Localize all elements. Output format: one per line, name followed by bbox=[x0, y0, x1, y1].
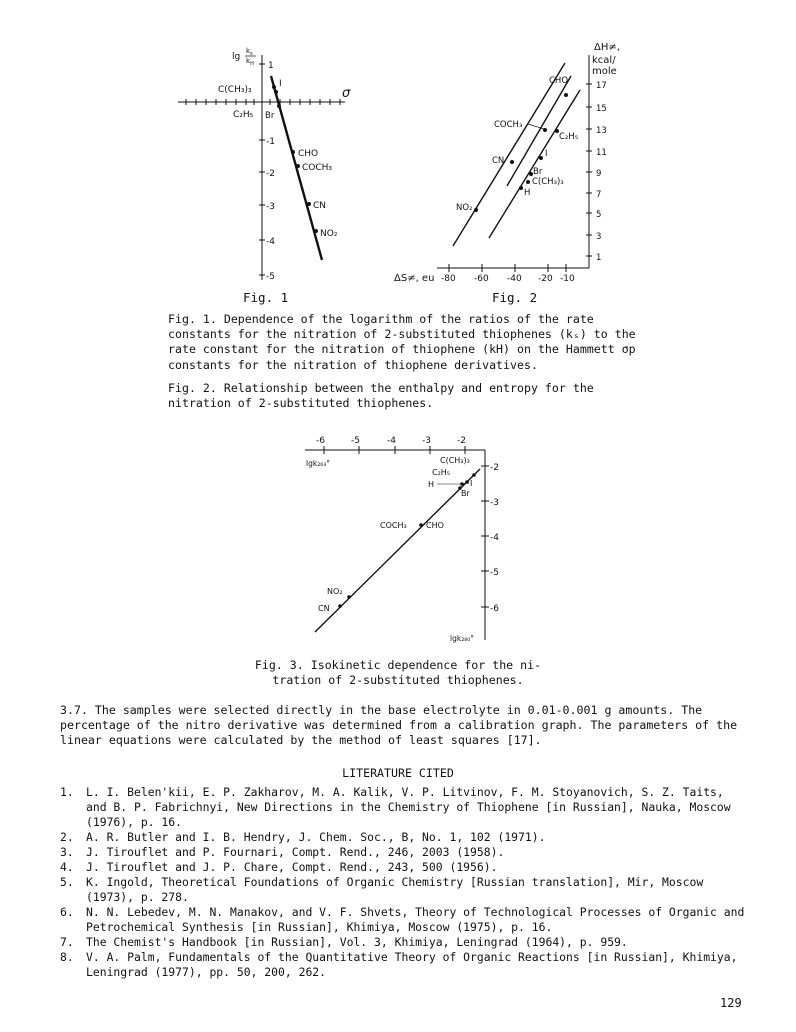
fig2-point-cn bbox=[510, 160, 514, 164]
fig3-caption-line2: tration of 2-substituted thiophenes. bbox=[272, 673, 524, 687]
reference-item: 6. N. N. Lebedev, M. N. Manakov, and V. F. Shvets, Theory of Technological Processes of Organic and Petrochemical Synthesis [in Russian], Khimiya, Moscow (1975), p. 16. bbox=[60, 905, 745, 934]
fig2-label-cn: CN bbox=[492, 156, 505, 166]
reference-item: 2. A. R. Butler and I. B. Hendry, J. Chem. Soc., B, No. 1, 102 (1971). bbox=[60, 830, 546, 844]
literature-title: LITERATURE CITED bbox=[342, 766, 454, 780]
fig3-ytick-m6: -6 bbox=[490, 604, 499, 614]
fig1-label-tbutyl: C(CH₃)₃ bbox=[218, 85, 252, 95]
fig3-ytick-m3: -3 bbox=[490, 498, 499, 508]
fig2-point-h bbox=[519, 186, 523, 190]
fig1-label-coch3: COCH₃ bbox=[302, 163, 333, 173]
fig2-ytick-1: 1 bbox=[596, 253, 602, 263]
fig1-label: Fig. 1 bbox=[243, 290, 289, 305]
fig3-point-no2 bbox=[347, 595, 351, 599]
figure-3 bbox=[295, 428, 515, 650]
fig2-ytick-9: 9 bbox=[596, 169, 602, 179]
fig1-point-cn bbox=[307, 202, 311, 206]
fig1-point-tbutyl bbox=[272, 85, 276, 89]
paragraph-3-7: 3.7. The samples were selected directly in the base electrolyte in 0.01-0.001 g amounts. The percentage of the nitro derivative was determined from a calibration graph. The parameters of the linear equations were calculated by the method of least squares [17]. bbox=[60, 703, 738, 748]
fig3-label-no2: NO₂ bbox=[327, 587, 343, 596]
fig3-caption-line1: Fig. 3. Isokinetic dependence for the ni- bbox=[254, 658, 542, 672]
fig1-ytick-m2: -2 bbox=[266, 169, 275, 179]
fig3-xtick-m5: -5 bbox=[351, 436, 360, 446]
fig2-label-no2: NO₂ bbox=[456, 203, 473, 213]
fig2-ytick-17: 17 bbox=[596, 81, 607, 91]
fig2-point-cho bbox=[564, 93, 568, 97]
fig3-ytick-m4: -4 bbox=[490, 533, 499, 543]
fig2-ytick-7: 7 bbox=[596, 190, 602, 200]
fig1-ytick-m3: -3 bbox=[266, 202, 275, 212]
fig3-label-tbutyl: C(CH₃)₃ bbox=[440, 456, 470, 465]
fig1-point-cho bbox=[291, 150, 295, 154]
fig2-label-coch3: COCH₃ bbox=[494, 120, 523, 130]
fig1-xlabel: σ bbox=[342, 86, 351, 101]
fig1-ylabel-num: $k_s$ bbox=[246, 47, 253, 57]
reference-item: 7. The Chemist's Handbook [in Russian], Vol. 3, Khimiya, Leningrad (1964), p. 959. bbox=[60, 935, 628, 949]
fig3-xtick-m6: -6 bbox=[316, 436, 325, 446]
fig2-ylabel-3: mole bbox=[592, 66, 617, 77]
fig1-point-i bbox=[274, 90, 278, 94]
reference-list bbox=[60, 785, 750, 980]
figure-captions bbox=[168, 312, 638, 419]
fig2-label-h: H bbox=[524, 188, 531, 198]
figure-1 bbox=[170, 40, 370, 290]
fig2-label: Fig. 2 bbox=[492, 290, 538, 305]
fig2-label-cho: CHO bbox=[549, 76, 569, 86]
fig1-ytick-m1: -1 bbox=[266, 137, 275, 147]
fig2-ytick-11: 11 bbox=[596, 148, 607, 158]
fig2-xtick-m60: -60 bbox=[474, 274, 489, 284]
fig3-xtick-m4: -4 bbox=[387, 436, 396, 446]
fig3-xtick-m2: -2 bbox=[457, 436, 466, 446]
fig1-ylabel-den: $k_H$ bbox=[246, 57, 254, 67]
fig1-label-cn: CN bbox=[313, 201, 327, 211]
fig1-label-i: I bbox=[279, 79, 282, 89]
fig3-point-cho bbox=[419, 523, 423, 527]
fig2-point-i bbox=[539, 156, 543, 160]
fig3-point-tbutyl bbox=[472, 473, 476, 477]
fig1-point-no2 bbox=[314, 229, 318, 233]
fig1-label-c2h5: C₂H₅ bbox=[233, 110, 254, 120]
fig2-ytick-5: 5 bbox=[596, 210, 602, 220]
fig3-label-c2h5: C₂H₅ bbox=[432, 468, 451, 477]
fig2-caption: Fig. 2. Relationship between the enthalpy and entropy for the nitration of 2-substituted thiophenes. bbox=[168, 380, 594, 411]
fig3-label-br: Br bbox=[461, 489, 470, 498]
fig2-point-tbutyl bbox=[526, 180, 530, 184]
reference-item: 3. J. Tirouflet and P. Fournari, Compt. Rend., 246, 2003 (1958). bbox=[60, 845, 505, 859]
fig2-ytick-3: 3 bbox=[596, 232, 602, 242]
fig2-xtick-m10: -10 bbox=[560, 274, 575, 284]
fig2-xtick-m80: -80 bbox=[441, 274, 456, 284]
fig3-label-h: H bbox=[428, 480, 435, 489]
fig2-ytick-15: 15 bbox=[596, 104, 607, 114]
fig2-label-i: I bbox=[545, 149, 548, 159]
page-number: 129 bbox=[720, 996, 742, 1010]
fig2-point-no2 bbox=[474, 208, 478, 212]
fig1-caption: Fig. 1. Dependence of the logarithm of the ratios of the rate constants for the nitration of 2-substituted thiophenes (kₛ) to the rate constant for the nitration of thiophene (kH) on the Hammett σp constants for the nitration of thiophene derivatives. bbox=[168, 312, 636, 372]
reference-item: 4. J. Tirouflet and J. P. Chare, Compt. Rend., 243, 500 (1956). bbox=[60, 860, 498, 874]
fig3-ylabel: lgk₂₈₀° bbox=[450, 634, 474, 643]
fig2-points bbox=[474, 93, 568, 212]
fig2-ylabel-2: kcal/ bbox=[592, 55, 616, 66]
fig3-xlabel: lgk₂₆₃° bbox=[306, 459, 330, 468]
fig3-label-cho: CHO bbox=[426, 521, 444, 530]
fig1-ytick-m5: -5 bbox=[266, 272, 275, 282]
fig3-label-coch3: COCH₃ bbox=[380, 521, 407, 530]
fig2-label-c2h5: C₂H₅ bbox=[559, 132, 579, 142]
fig1-label-no2: NO₂ bbox=[320, 229, 338, 239]
fig1-ytick-1: 1 bbox=[268, 61, 274, 71]
fig3-caption bbox=[0, 658, 796, 688]
fig2-ylabel-1: ΔH≠, bbox=[594, 42, 620, 53]
reference-item: 5. K. Ingold, Theoretical Foundations of Organic Chemistry [Russian translation], Mir, Moscow (1973), p. 278. bbox=[60, 875, 704, 904]
figure-2 bbox=[385, 30, 645, 290]
fig2-label-tbutyl: C(CH₃)₃ bbox=[532, 177, 564, 187]
reference-item: 1. L. I. Belen'kii, E. P. Zakharov, M. A. Kalik, V. P. Litvinov, F. M. Stoyanovich, S. Z. Taits, and B. P. Fabrichnyi, New Directions in the Chemistry of Thiophene [in Russian], Nauka, Moscow (1976), p. 16. bbox=[60, 785, 731, 829]
fig2-ytick-13: 13 bbox=[596, 126, 607, 136]
fig1-label-cho: CHO bbox=[298, 149, 319, 159]
fig3-label-i: I bbox=[470, 479, 473, 488]
reference-item: 8. V. A. Palm, Fundamentals of the Quantitative Theory of Organic Reactions [in Russian], Khimiya, Leningrad (1977), pp. 50, 200, 262. bbox=[60, 950, 738, 979]
fig2-line-left bbox=[453, 63, 565, 246]
fig3-label-cn: CN bbox=[318, 604, 330, 613]
fig2-xtick-m20: -20 bbox=[538, 274, 553, 284]
fig1-ytick-m4: -4 bbox=[266, 237, 275, 247]
fig1-ylabel-lg: lg bbox=[232, 52, 241, 62]
fig3-ytick-m5: -5 bbox=[490, 568, 499, 578]
fig3-xtick-m3: -3 bbox=[422, 436, 431, 446]
fig3-ytick-m2: -2 bbox=[490, 463, 499, 473]
fig2-xtick-m40: -40 bbox=[507, 274, 522, 284]
fig1-label-br: Br bbox=[265, 111, 275, 121]
fig2-label-br: Br bbox=[533, 167, 543, 177]
fig2-xlabel: ΔS≠, eu bbox=[394, 273, 435, 284]
fig1-point-br bbox=[277, 104, 281, 108]
fig3-point-cn bbox=[338, 604, 342, 608]
fig1-point-coch3 bbox=[296, 164, 300, 168]
